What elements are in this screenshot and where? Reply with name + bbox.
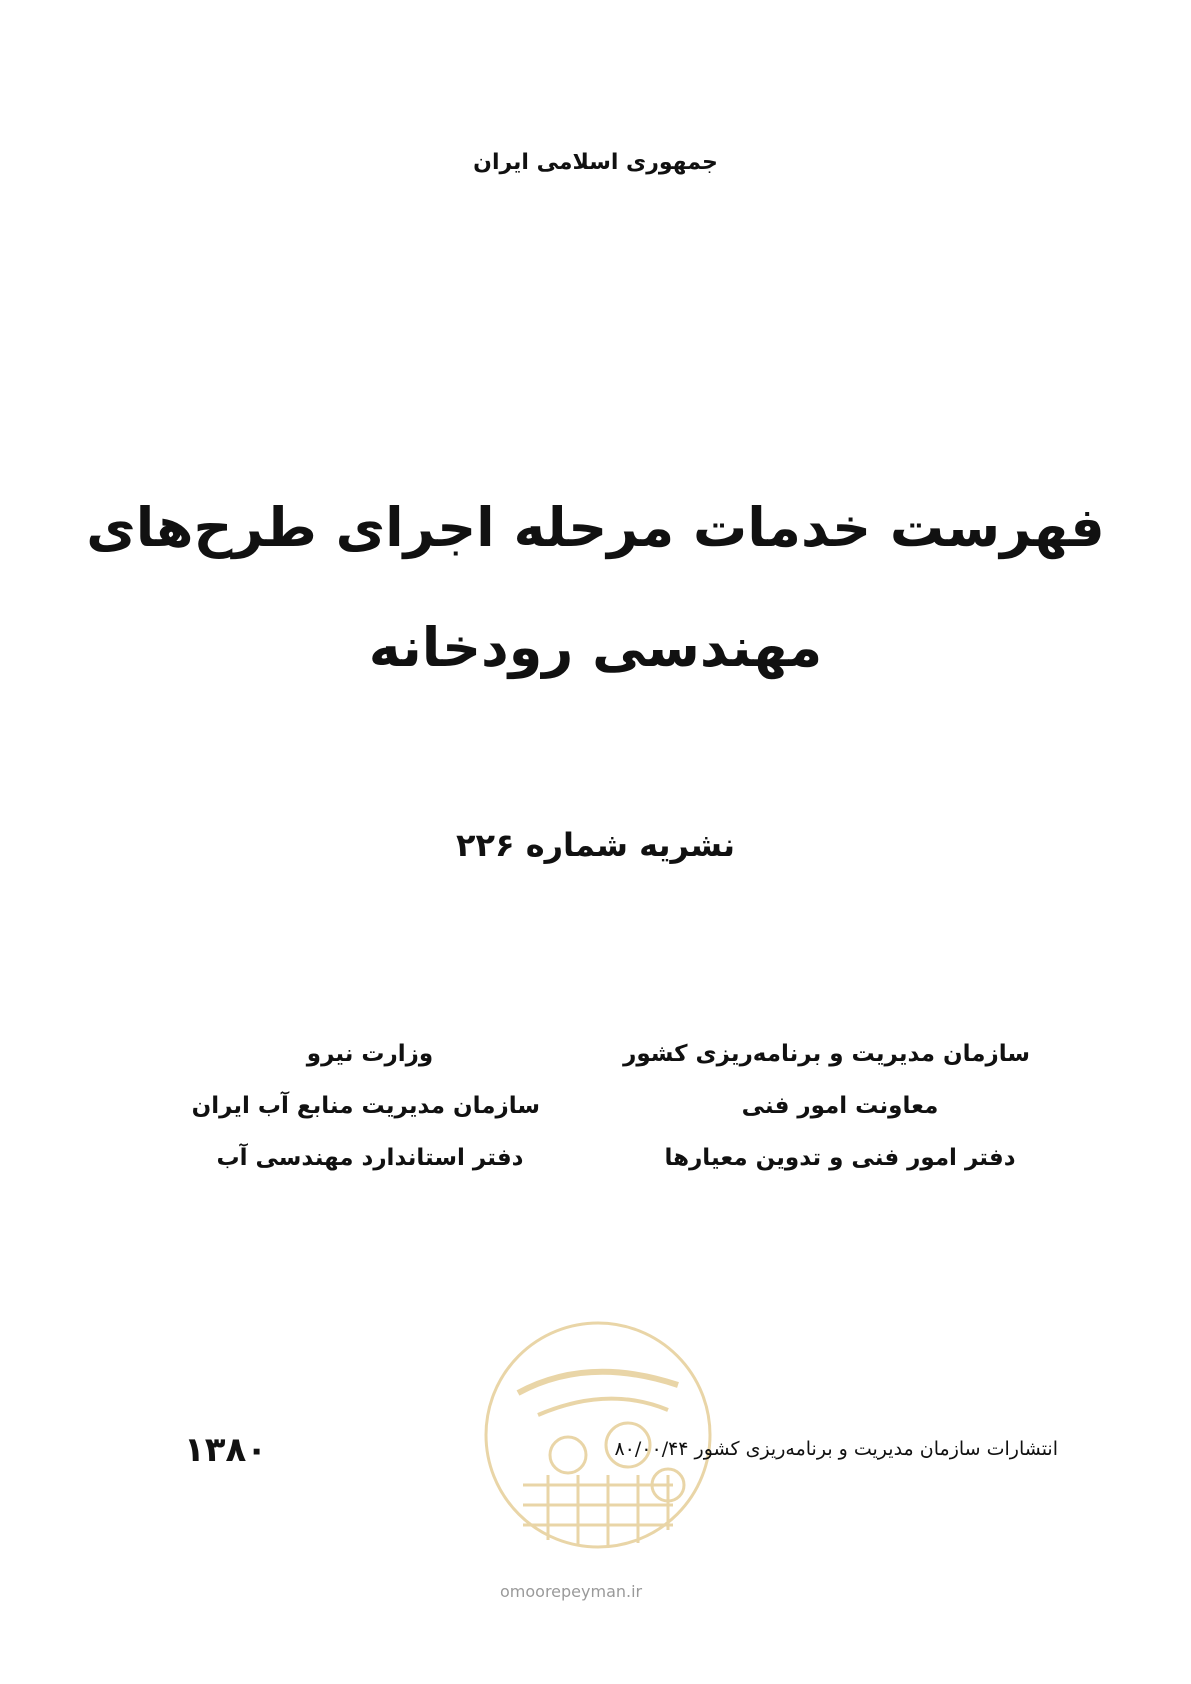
org-left-line-3: دفتر استاندارد مهندسی آب (216, 1145, 524, 1171)
country-name: جمهوری اسلامی ایران (473, 150, 718, 175)
org-left-line-1: وزارت نیرو (306, 1041, 434, 1067)
publication-number: نشریه شماره ۲۲۶ (455, 826, 736, 864)
org-right-line-1: سازمان مدیریت و برنامه‌ریزی کشور (623, 1041, 1030, 1067)
organization-column-right (623, 1028, 1030, 1184)
organization-column-left (191, 1028, 540, 1184)
title-line-2: مهندسی رودخانه (368, 616, 823, 679)
document-title (0, 468, 1191, 708)
title-line-1: فهرست خدمات مرحله اجرای طرح‌های (86, 496, 1105, 559)
org-right-line-3: دفتر امور فنی و تدوین معیارها (664, 1145, 1016, 1171)
publication-year: ۱۳۸۰ (184, 1430, 268, 1470)
watermark-url: omoorepeyman.ir (500, 1582, 643, 1601)
watermark-logo-icon (478, 1315, 718, 1555)
org-right-line-2: معاونت امور فنی (741, 1093, 939, 1119)
publisher-line: انتشارات سازمان مدیریت و برنامه‌ریزی کشور ۸۰/۰۰/۴۴ (614, 1438, 1058, 1460)
org-left-line-2: سازمان مدیریت منابع آب ایران (191, 1093, 540, 1119)
